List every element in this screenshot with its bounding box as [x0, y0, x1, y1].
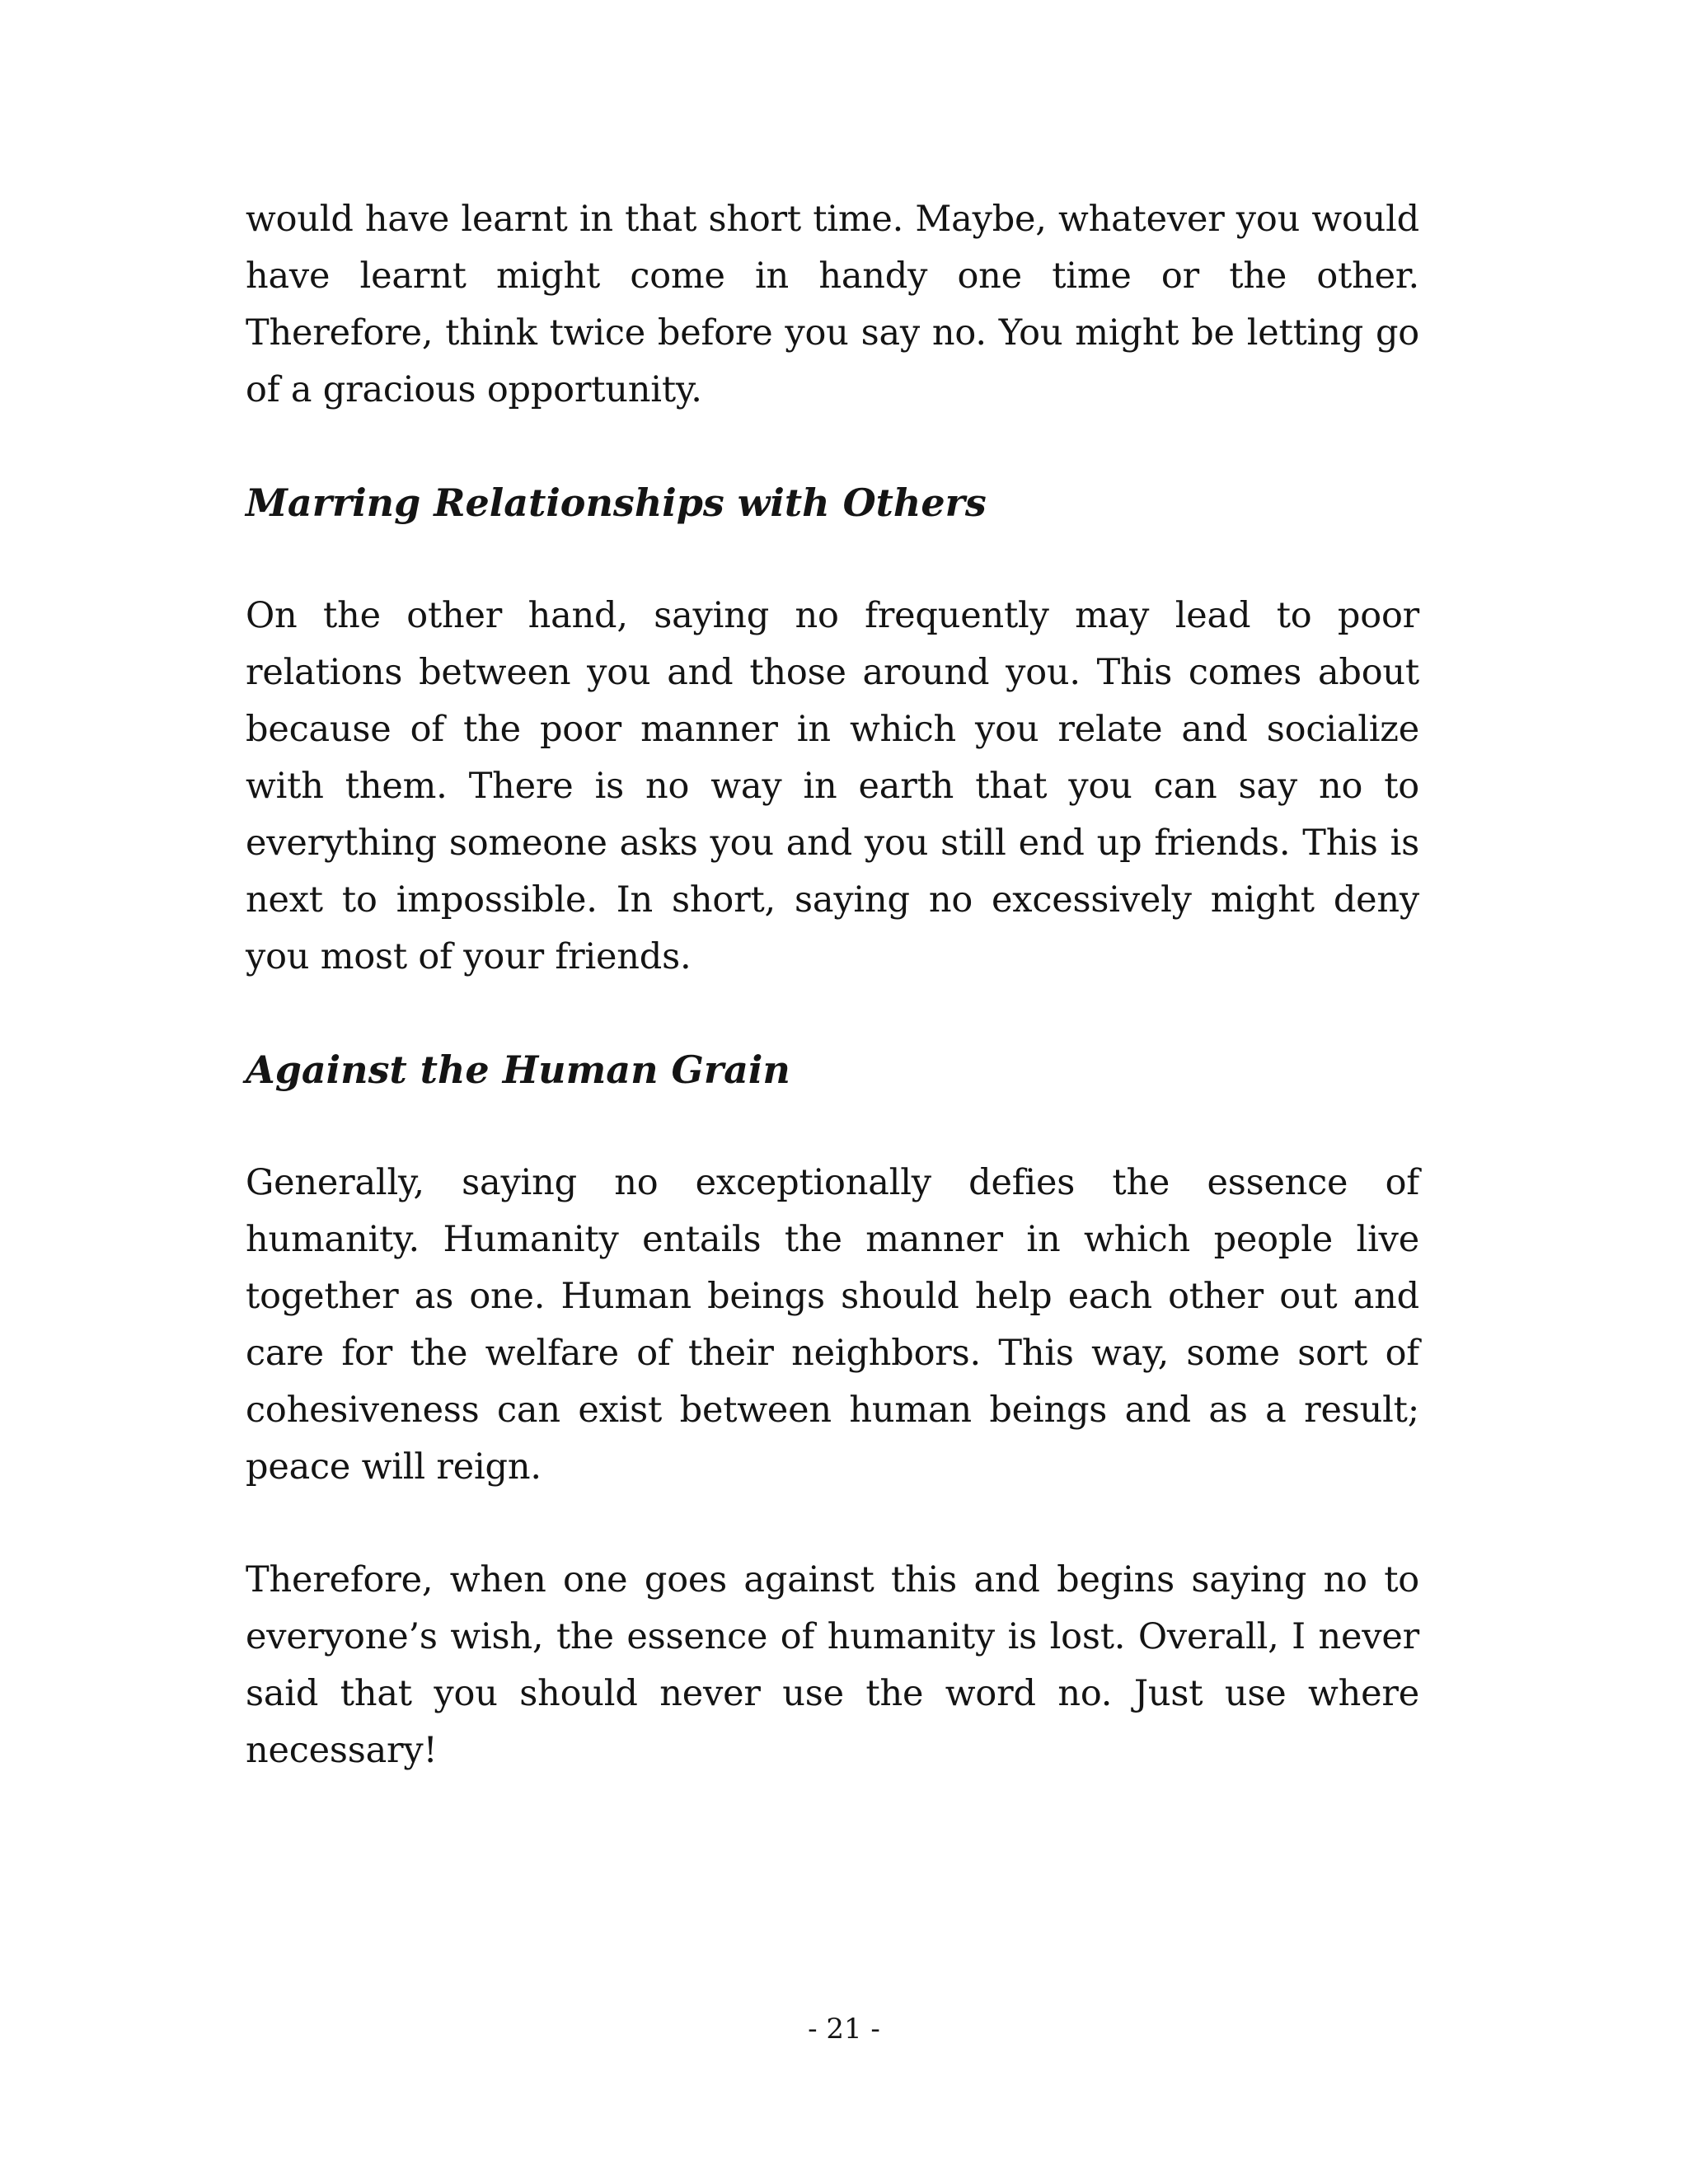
heading-against-human-grain: Against the Human Grain [246, 1047, 790, 1092]
paragraph-conclusion: Therefore, when one goes against this and begins saying no to everyone’s wish, the essence of humanity is lost. Overall, I never said that you should never use the word no. Just use where necessary! [246, 1559, 1419, 1771]
paragraph-marring-relationships: On the other hand, saying no frequently may lead to poor relations between you and those around you. This comes about because of the poor manner in which you relate and socialize with them. There is no way in earth that you can say no to everything someone asks you and you still end up friends. This is next to impossible. In short, saying no excessively might deny you most of your friends. [246, 595, 1419, 977]
paragraph-against-human-grain: Generally, saying no exceptionally defies the essence of humanity. Humanity entails the manner in which people live together as one. Human beings should help each other out and care for the welfare of their neighbors. This way, some sort of cohesiveness can exist between human beings and as a result; peace will reign. [246, 1162, 1419, 1488]
spacer [246, 986, 1419, 1042]
page-number: - 21 - [808, 2013, 880, 2046]
page-content [246, 191, 1419, 1779]
heading-marring-relationships: Marring Relationships with Others [246, 480, 987, 525]
spacer [246, 419, 1419, 475]
paragraph-intro: would have learnt in that short time. Maybe, whatever you would have learnt might come in handy one time or the other. Therefore, think twice before you say no. You might be letting go of a gracious opportunity. [246, 199, 1419, 410]
spacer [246, 1496, 1419, 1552]
spacer [246, 532, 1419, 588]
spacer [246, 1099, 1419, 1155]
